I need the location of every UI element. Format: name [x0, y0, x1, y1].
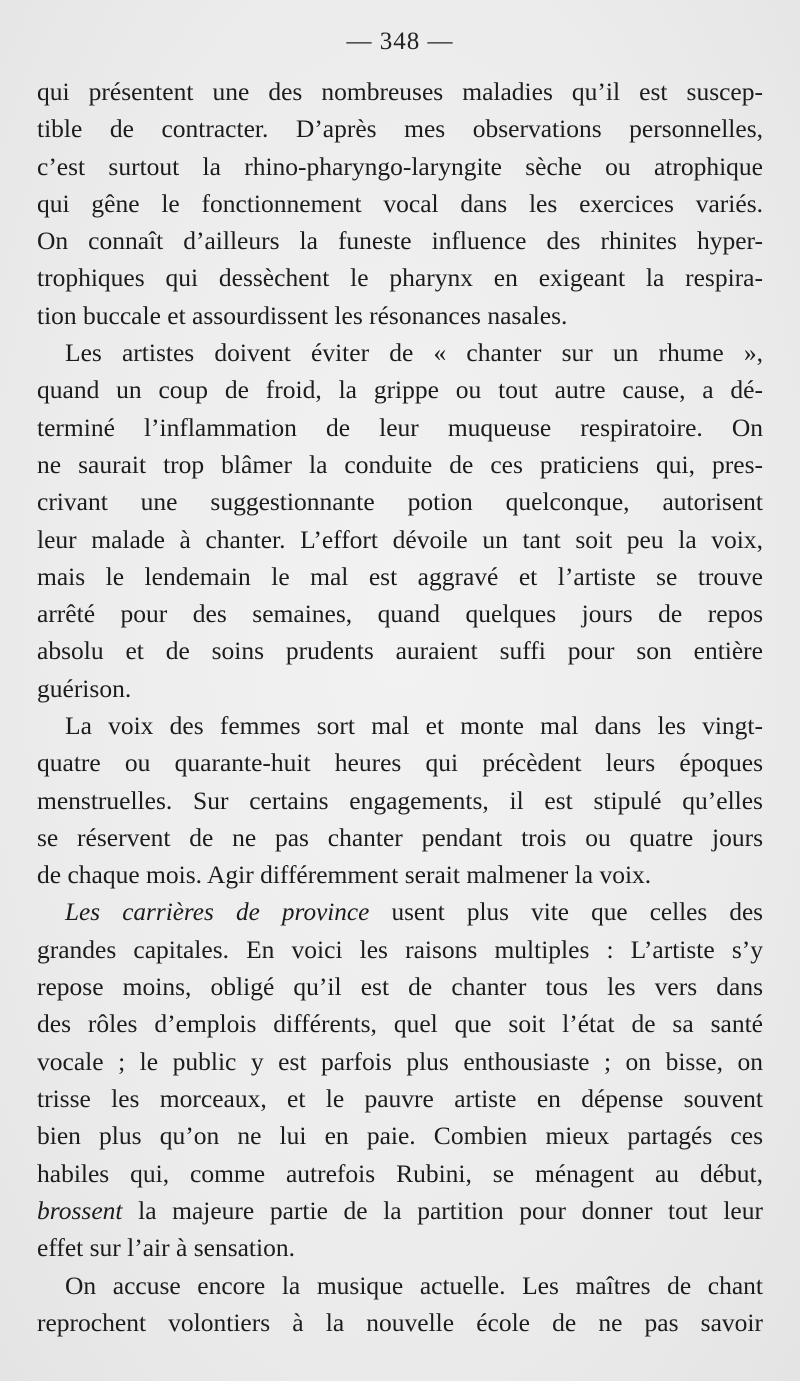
text-line — [37, 595, 763, 632]
line-text: usent plus vite que celles des — [369, 897, 763, 926]
text-line — [37, 73, 763, 110]
text-line — [37, 1155, 763, 1192]
text-line — [37, 632, 763, 669]
line-text: absolu et de soins prudents auraient suffi pour son entière — [37, 636, 763, 666]
line-text: On accuse encore la musique actuelle. Les maîtres de chant — [65, 1270, 763, 1300]
line-text: qui gêne le fonctionnement vocal dans les exercices variés. — [37, 188, 763, 218]
line-text: la majeure partie de la partition pour donner tout leur — [122, 1195, 763, 1225]
line-text: tible de contracter. D’après mes observations personnelles, — [37, 114, 763, 144]
text-line — [37, 819, 763, 856]
italic-phrase: brossent — [37, 1195, 123, 1225]
line-text: quatre ou quarante-huit heures qui précèdent leurs époques — [37, 748, 763, 778]
text-line — [37, 558, 763, 595]
text-line — [37, 1080, 763, 1117]
text-line — [37, 782, 763, 819]
text-line — [37, 297, 763, 334]
text-line — [37, 222, 763, 259]
line-text: qui présentent une des nombreuses maladies qu’il est suscep- — [37, 77, 763, 106]
text-line — [37, 931, 763, 968]
text-line — [37, 371, 763, 408]
line-text: trophiques qui dessèchent le pharynx en exigeant la respira- — [37, 263, 763, 293]
line-text: de chaque mois. Agir différemment serait malmener la voix. — [37, 860, 652, 890]
text-line — [37, 148, 763, 185]
text-line — [37, 259, 763, 296]
text-line — [37, 744, 763, 781]
line-text: vocale ; le public y est parfois plus enthousiaste ; on bisse, on — [37, 1046, 763, 1076]
line-text: effet sur l’air à sensation. — [37, 1233, 295, 1263]
line-text: tion buccale et assourdissent les résonances nasales. — [37, 300, 568, 330]
line-text: bien plus qu’on ne lui en paie. Combien mieux partagés ces — [37, 1121, 763, 1151]
text-line — [37, 1192, 763, 1229]
text-line — [37, 1043, 763, 1080]
line-text: c’est surtout la rhino-pharyngo-laryngite sèche ou atrophique — [37, 151, 763, 181]
page-number: — 348 — — [346, 28, 454, 55]
italic-phrase: Les carrières de province — [65, 897, 370, 926]
text-line — [37, 483, 763, 520]
line-text: habiles qui, comme autrefois Rubini, se ménagent au début, — [37, 1158, 763, 1188]
line-text: ne saurait trop blâmer la conduite de ces praticiens qui, pres- — [37, 449, 763, 479]
text-line — [37, 1005, 763, 1042]
line-text: La voix des femmes sort mal et monte mal dans les vingt- — [65, 711, 763, 741]
line-text: Les artistes doivent éviter de « chanter sur un rhume », — [65, 338, 763, 368]
text-line — [37, 894, 763, 931]
text-line — [37, 409, 763, 446]
line-text: trisse les morceaux, et le pauvre artiste en dépense souvent — [37, 1084, 763, 1114]
text-line — [37, 446, 763, 483]
line-text: On connaît d’ailleurs la funeste influence des rhinites hyper- — [37, 226, 763, 256]
text-line — [37, 1304, 763, 1341]
text-line — [37, 1267, 763, 1304]
text-line — [37, 968, 763, 1005]
text-line — [37, 1117, 763, 1154]
text-line — [37, 856, 763, 893]
text-line — [37, 521, 763, 558]
text-line — [37, 185, 763, 222]
line-text: leur malade à chanter. L’effort dévoile un tant soit peu la voix, — [37, 524, 763, 554]
line-text: crivant une suggestionnante potion quelconque, autorisent — [37, 487, 763, 517]
text-line — [37, 1229, 763, 1266]
text-line — [37, 110, 763, 147]
line-text: reprochent volontiers à la nouvelle école de ne pas savoir — [37, 1307, 763, 1337]
line-text: arrêté pour des semaines, quand quelques jours de repos — [37, 599, 763, 629]
text-line — [37, 707, 763, 744]
text-line — [37, 670, 763, 707]
text-line — [37, 334, 763, 371]
line-text: terminé l’inflammation de leur muqueuse respiratoire. On — [37, 412, 763, 442]
line-text: guérison. — [37, 673, 132, 703]
line-text: grandes capitales. En voici les raisons multiples : L’artiste s’y — [37, 934, 763, 964]
line-text: menstruelles. Sur certains engagements, il est stipulé qu’elles — [37, 785, 763, 815]
line-text: repose moins, obligé qu’il est de chanter tous les vers dans — [37, 972, 763, 1002]
line-text: se réservent de ne pas chanter pendant trois ou quatre jours — [37, 822, 763, 852]
line-text: des rôles d’emplois différents, quel que soit l’état de sa santé — [37, 1009, 763, 1039]
line-text: mais le lendemain le mal est aggravé et l’artiste se trouve — [37, 561, 763, 591]
body-text — [37, 73, 763, 1341]
line-text: quand un coup de froid, la grippe ou tout autre cause, a dé- — [37, 375, 763, 405]
